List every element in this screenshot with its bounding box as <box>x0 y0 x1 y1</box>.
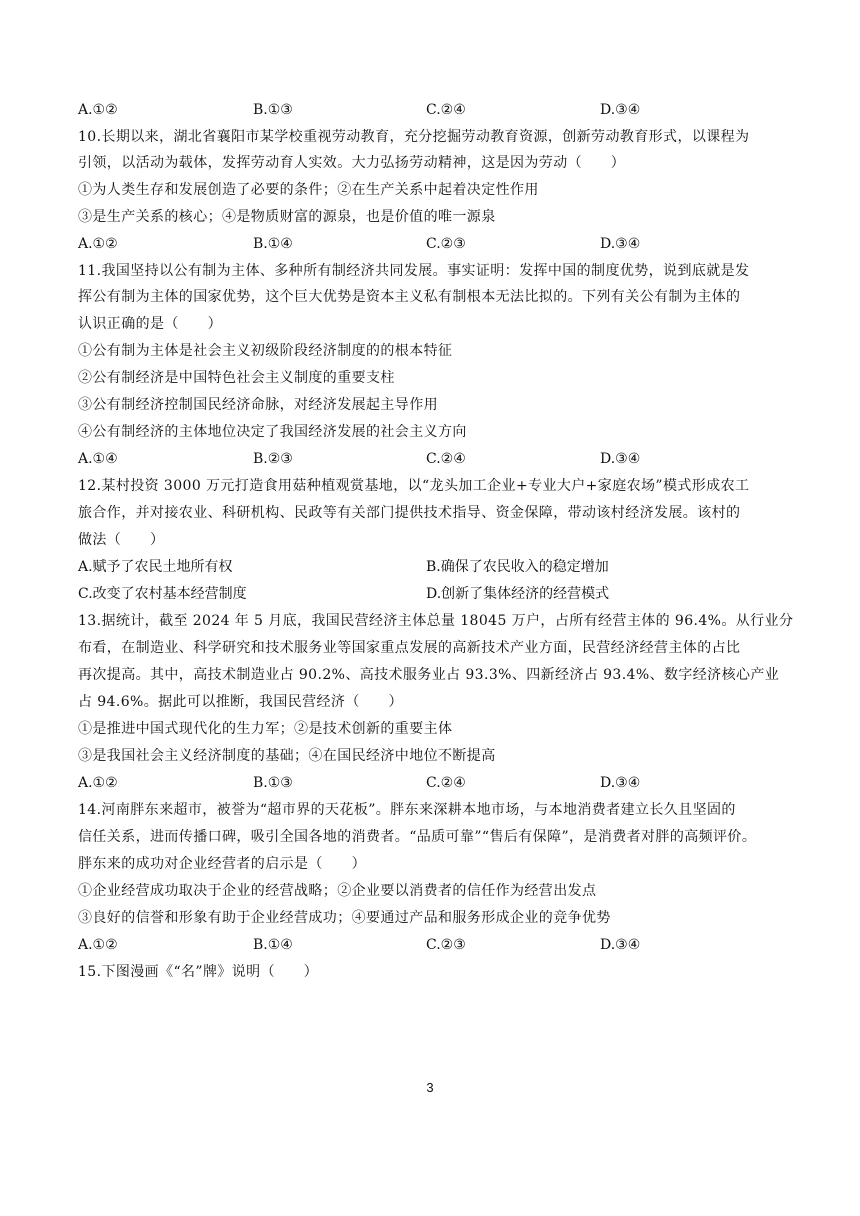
q13-stem-line: 再次提高。其中，高技术制造业占 90.2%、高技术服务业占 93.3%、四新经济占 93.4%、数字经济核心产业 <box>78 667 780 683</box>
option-b: B.①④ <box>253 937 293 953</box>
option-c: C.②③ <box>426 937 466 953</box>
option-c: C.改变了农村基本经营制度 <box>78 586 247 602</box>
q13-statement: ①是推进中国式现代化的生力军；②是技术创新的重要主体 <box>78 721 453 737</box>
q10-options <box>78 234 788 254</box>
option-c: C.②④ <box>426 775 466 791</box>
q9-options <box>78 100 788 120</box>
q13-options <box>78 773 788 793</box>
option-b: B.①④ <box>253 236 293 252</box>
option-d: D.③④ <box>600 775 641 791</box>
option-b: B.①③ <box>253 775 293 791</box>
option-a: A.赋予了农民土地所有权 <box>78 559 233 575</box>
option-d: D.③④ <box>600 937 641 953</box>
q14-stem-line: 胖东来的成功对企业经营者的启示是（ ） <box>78 856 366 872</box>
q14-stem-line: 信任关系，进而传播口碑，吸引全国各地的消费者。“品质可靠”“售后有保障”，是消费者对胖的高频评价。 <box>78 829 757 845</box>
q10-stem-line: 10.长期以来，湖北省襄阳市某学校重视劳动教育，充分挖掘劳动教育资源，创新劳动教育形式，以课程为 <box>78 129 750 145</box>
q13-stem-line: 占 94.6%。据此可以推断，我国民营经济（ ） <box>78 694 403 710</box>
q10-statement: ③是生产关系的核心；④是物质财富的源泉，也是价值的唯一源泉 <box>78 209 496 225</box>
option-a: A.①② <box>78 102 118 118</box>
q13-stem-line: 布看，在制造业、科学研究和技术服务业等国家重点发展的高新技术产业方面，民营经济经营主体的占比 <box>78 640 741 656</box>
q12-options-row-2 <box>78 584 788 604</box>
option-b: B.②③ <box>253 451 293 467</box>
q11-stem-line: 认识正确的是（ ） <box>78 316 222 332</box>
q11-statement: ③公有制经济控制国民经济命脉，对经济发展起主导作用 <box>78 397 438 413</box>
q13-statement: ③是我国社会主义经济制度的基础；④在国民经济中地位不断提高 <box>78 748 496 764</box>
q12-stem-line: 12.某村投资 3000 万元打造食用菇种植观赏基地，以“龙头加工企业+专业大户+家庭农场”模式形成农工 <box>78 478 750 494</box>
option-d: D.③④ <box>600 102 641 118</box>
q12-stem-line: 旅合作，并对接农业、科研机构、民政等有关部门提供技术指导、资金保障，带动该村经济发展。该村的 <box>78 505 741 521</box>
q11-statement: ④公有制经济的主体地位决定了我国经济发展的社会主义方向 <box>78 424 467 440</box>
q10-stem-line: 引领，以活动为载体，发挥劳动育人实效。大力弘扬劳动精神，这是因为劳动（ ） <box>78 155 626 171</box>
q14-stem-line: 14.河南胖东来超市，被誉为“超市界的天花板”。胖东来深耕本地市场，与本地消费者建立长久且坚固的 <box>78 802 736 818</box>
q12-options-row-1 <box>78 557 788 577</box>
option-c: C.②③ <box>426 236 466 252</box>
option-a: A.①② <box>78 937 118 953</box>
q11-statement: ②公有制经济是中国特色社会主义制度的重要支柱 <box>78 370 395 386</box>
option-a: A.①② <box>78 236 118 252</box>
q13-stem-line: 13.据统计，截至 2024 年 5 月底，我国民营经济主体总量 18045 万户，占所有经营主体的 96.4%。从行业分 <box>78 613 794 629</box>
option-c: C.②④ <box>426 451 466 467</box>
q14-options <box>78 935 788 955</box>
q11-options <box>78 449 788 469</box>
page-number: 3 <box>426 1080 434 1095</box>
q10-statement: ①为人类生存和发展创造了必要的条件；②在生产关系中起着决定性作用 <box>78 182 539 198</box>
q11-statement: ①公有制为主体是社会主义初级阶段经济制度的的根本特征 <box>78 343 453 359</box>
option-d: D.③④ <box>600 236 641 252</box>
option-a: A.①② <box>78 775 118 791</box>
option-b: B.①③ <box>253 102 293 118</box>
option-c: C.②④ <box>426 102 466 118</box>
q14-statement: ①企业经营成功取决于企业的经营战略；②企业要以消费者的信任作为经营出发点 <box>78 883 597 899</box>
option-b: B.确保了农民收入的稳定增加 <box>426 559 609 575</box>
q15-stem-line: 15.下图漫画《“名”牌》说明（ ） <box>78 964 319 980</box>
q11-stem-line: 11.我国坚持以公有制为主体、多种所有制经济共同发展。事实证明：发挥中国的制度优势，说到底就是发 <box>78 263 750 279</box>
option-a: A.①④ <box>78 451 118 467</box>
q12-stem-line: 做法（ ） <box>78 532 165 548</box>
q14-statement: ③良好的信誉和形象有助于企业经营成功；④要通过产品和服务形成企业的竞争优势 <box>78 910 611 926</box>
q11-stem-line: 挥公有制为主体的国家优势，这个巨大优势是资本主义私有制根本无法比拟的。下列有关公有制为主体的 <box>78 289 741 305</box>
option-d: D.创新了集体经济的经营模式 <box>426 586 610 602</box>
option-d: D.③④ <box>600 451 641 467</box>
